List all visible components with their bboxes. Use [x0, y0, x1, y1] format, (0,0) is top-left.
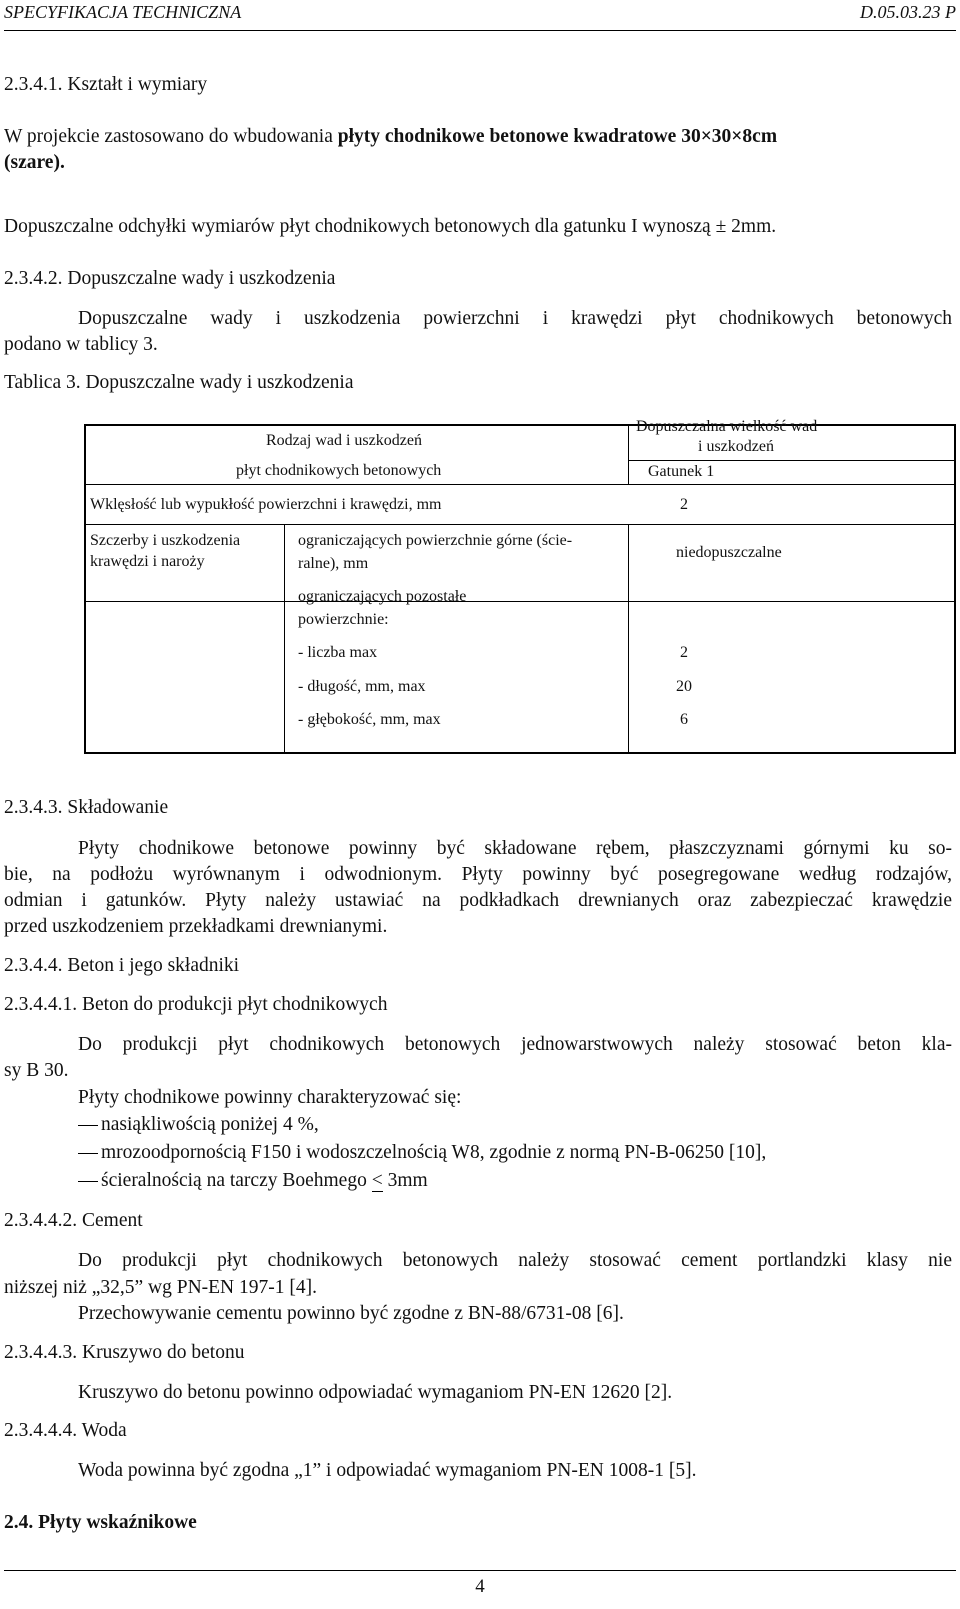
section-heading-water: 2.3.4.4.4. Woda	[4, 1420, 127, 1441]
dash-bullet	[78, 1181, 98, 1183]
dash-bullet	[78, 1153, 98, 1155]
paragraph-cement-l1: Do produkcji płyt chodnikowych betonowych należy stosować cement portlandzki klasy nie	[78, 1250, 952, 1271]
section-heading-defects: 2.3.4.2. Dopuszczalne wady i uszkodzenia	[4, 268, 336, 289]
list-item-text: ścieralnością na tarczy Boehmego	[101, 1170, 367, 1191]
table-row-concavity-value: 2	[680, 496, 688, 513]
footer-divider	[4, 1570, 956, 1571]
section-heading-storage: 2.3.4.3. Składowanie	[4, 797, 169, 818]
list-item-text: nasiąkliwością poniżej 4 %,	[101, 1114, 319, 1135]
paragraph-storage-l3: odmian i gatunków. Płyty należy ustawiać na podkładkach drewnianych oraz zabezpieczać krawędzie	[4, 890, 952, 911]
paragraph-properties: Płyty chodnikowe powinny charakteryzować się:	[78, 1087, 462, 1108]
section-heading-concrete-production: 2.3.4.4.1. Beton do produkcji płyt chodnikowych	[4, 994, 388, 1015]
section-heading-shape: 2.3.4.1. Kształt i wymiary	[4, 74, 208, 95]
paragraph-design-bold-2: (szare).	[4, 152, 65, 173]
header-code: D.05.03.23 P	[860, 2, 956, 22]
paragraph-cement-storage: Przechowywanie cementu powinno być zgodne z BN-88/6731-08 [6].	[78, 1303, 624, 1324]
list-item-text: mrozoodpornością F150 i wodoszczelnością W8, zgodnie z normą PN-B-06250 [10],	[101, 1142, 767, 1163]
table-count-label: - liczba max	[298, 644, 378, 661]
paragraph-design-text: W projekcie zastosowano do wbudowania	[4, 126, 338, 147]
paragraph-storage-l1: Płyty chodnikowe betonowe powinny być składowane rębem, płaszczyznami górnymi ku so-	[78, 838, 952, 859]
list-item	[78, 1140, 766, 1165]
paragraph-aggregate: Kruszywo do betonu powinno odpowiadać wymaganiom PN-EN 12620 [2].	[78, 1382, 673, 1403]
table-header-type: Rodzaj wad i uszkodzeń	[266, 432, 422, 449]
paragraph-defects-line1: Dopuszczalne wady i uszkodzenia powierzchni i krawędzi płyt chodnikowych betonowych	[78, 308, 952, 329]
paragraph-storage-l4: przed uszkodzeniem przekładkami drewnianymi.	[4, 916, 388, 937]
table-sub-other-2: powierzchnie:	[298, 611, 389, 628]
table-sub-top-value: niedopuszczalne	[676, 544, 782, 561]
table-header-type-2: płyt chodnikowych betonowych	[236, 462, 442, 479]
paragraph-defects-line2: podano w tablicy 3.	[4, 334, 158, 355]
table-sub-other: ograniczających pozostałe	[298, 588, 467, 605]
table-group-chips-2: krawędzi i naroży	[90, 553, 205, 570]
section-heading-indicator-slabs: 2.4. Płyty wskaźnikowe	[4, 1512, 197, 1533]
list-item-value: 3mm	[387, 1170, 428, 1191]
table-sub-top: ograniczających powierzchnie górne (ście-	[298, 532, 573, 549]
table-header-allowed: Dopuszczalna wielkość wad	[636, 418, 818, 435]
paragraph-concrete-l2: sy B 30.	[4, 1060, 69, 1081]
page-header	[4, 0, 956, 31]
paragraph-design	[4, 124, 777, 149]
less-equal-symbol: <	[371, 1170, 383, 1191]
table-length-label: - długość, mm, max	[298, 678, 426, 695]
paragraph-water: Woda powinna być zgodna „1” i odpowiadać wymaganiom PN-EN 1008-1 [5].	[78, 1460, 697, 1481]
paragraph-cement-l2: niższej niż „32,5” wg PN-EN 197-1 [4].	[4, 1277, 317, 1298]
table-depth-value: 6	[680, 711, 688, 728]
table-depth-label: - głębokość, mm, max	[298, 711, 441, 728]
paragraph-design-bold: płyty chodnikowe betonowe kwadratowe 30×30×8cm	[337, 126, 778, 147]
header-title: SPECYFIKACJA TECHNICZNA	[4, 2, 242, 22]
section-heading-aggregate: 2.3.4.4.3. Kruszywo do betonu	[4, 1342, 245, 1363]
page-number: 4	[475, 1576, 485, 1597]
table-sub-top-2: ralne), mm	[298, 555, 369, 572]
defects-table	[84, 418, 956, 754]
paragraph-tolerance: Dopuszczalne odchyłki wymiarów płyt chodnikowych betonowych dla gatunku I wynoszą ± 2mm.	[4, 216, 777, 237]
table-header-grade: Gatunek 1	[648, 463, 715, 480]
table-caption: Tablica 3. Dopuszczalne wady i uszkodzenia	[4, 372, 354, 393]
list-item	[78, 1112, 319, 1137]
table-length-value: 20	[676, 678, 692, 695]
table-count-value: 2	[680, 644, 688, 661]
dash-bullet	[78, 1125, 98, 1127]
list-item	[78, 1168, 428, 1193]
paragraph-storage-l2: bie, na podłożu wyrównanym i odwodnionym. Płyty powinny być posegregowane według rodzajów,	[4, 864, 952, 885]
table-group-chips: Szczerby i uszkodzenia	[90, 532, 241, 549]
section-heading-concrete: 2.3.4.4. Beton i jego składniki	[4, 955, 240, 976]
section-heading-cement: 2.3.4.4.2. Cement	[4, 1210, 143, 1231]
table-header-allowed-2: i uszkodzeń	[698, 438, 774, 455]
table-row-concavity: Wklęsłość lub wypukłość powierzchni i krawędzi, mm	[90, 496, 442, 513]
paragraph-concrete-l1: Do produkcji płyt chodnikowych betonowych jednowarstwowych należy stosować beton kla-	[78, 1034, 952, 1055]
